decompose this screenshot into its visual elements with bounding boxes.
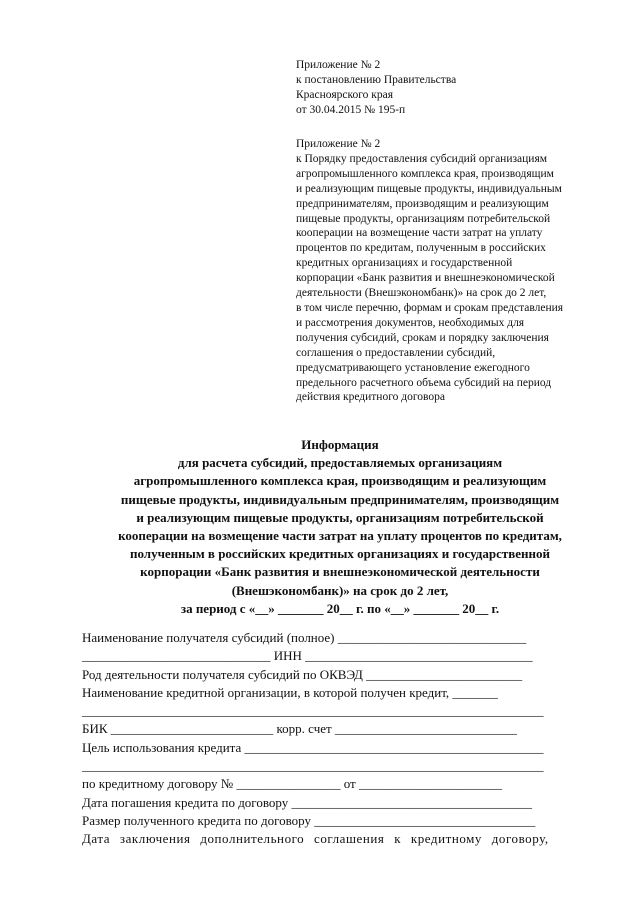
title-heading: Информация: [301, 437, 379, 452]
appendix-line: и рассмотрения документов, необходимых для: [296, 316, 525, 329]
appendix-line: агропромышленного комплекса края, производящим: [296, 167, 554, 180]
appendix-line: кредитных организациях и государственной: [296, 257, 513, 270]
title-line: корпорации «Банк развития и внешнеэкономической деятельности: [140, 564, 540, 580]
appendix-line: Приложение № 2: [296, 59, 381, 71]
activity-okved-field[interactable]: Род деятельности получателя субсидий по ОКВЭД ________________________: [82, 666, 523, 682]
appendix-line: от 30.04.2015 № 195-п: [296, 103, 406, 116]
title-period-line: за период с «__» _______ 20__ г. по «__» _______ 20__ г.: [180, 600, 500, 616]
appendix-line: в том числе перечню, формам и срокам представления: [296, 301, 564, 314]
credit-purpose-field[interactable]: Цель использования кредита ______________________________________________: [82, 739, 544, 755]
addendum-date-field[interactable]: Дата заключения дополнительного соглашения к кредитному договору,: [82, 831, 549, 847]
appendix-subsidy-procedure: [296, 137, 616, 405]
appendix-line: действия кредитного договора: [296, 391, 446, 404]
info-form: [82, 629, 612, 849]
appendix-line: Приложение № 2: [296, 138, 381, 150]
appendix-line: к Порядку предоставления субсидий организациям: [296, 152, 548, 165]
appendix-line: Красноярского края: [296, 88, 393, 101]
appendix-line: предусматривающего установление ежегодного: [296, 361, 530, 374]
title-line: полученным в российских кредитных организациях и государственной: [129, 546, 551, 562]
appendix-line: предельного расчетного объема субсидий на период: [296, 376, 552, 389]
appendix-line: и реализующим пищевые продукты, индивидуальным: [296, 182, 562, 195]
title-line: агропромышленного комплекса края, производящим и реализующим: [133, 473, 547, 489]
title-line: (Внешэкономбанк)» на срок до 2 лет,: [231, 582, 449, 598]
appendix-line: корпорации «Банк развития и внешнеэкономической: [296, 272, 555, 285]
appendix-line: пищевые продукты, организациям потребительской: [296, 212, 551, 225]
blank-line[interactable]: _______________________________________________________________________: [82, 758, 544, 774]
appendix-line: получения субсидий, срокам и порядку заключения: [296, 331, 549, 344]
appendix-line: к постановлению Правительства: [296, 73, 457, 86]
recipient-name-field[interactable]: Наименование получателя субсидий (полное) _____________________________: [82, 630, 527, 645]
title-line: кооперации на возмещение части затрат на уплату процентов по кредитам,: [118, 528, 562, 544]
appendix-line: предпринимателям, производящим и реализующим: [296, 197, 549, 210]
appendix-line: процентов по кредитам, полученным в российских: [296, 242, 546, 255]
appendix-line: деятельности (Внешэкономбанк)» на срок до 2 лет,: [296, 287, 547, 300]
bank-name-field[interactable]: Наименование кредитной организации, в которой получен кредит, _______: [82, 684, 498, 700]
appendix-line: соглашения о предоставлении субсидий,: [296, 346, 496, 359]
appendix-line: кооперации на возмещение части затрат на уплату: [296, 227, 543, 240]
repayment-date-field[interactable]: Дата погашения кредита по договору _____________________________________: [82, 794, 532, 810]
document-title: [40, 436, 640, 618]
appendix-government-resolution: [296, 58, 616, 118]
title-line: пищевые продукты, индивидуальным предпринимателям, производящим: [120, 491, 560, 507]
inn-field[interactable]: _____________________________ ИНН ___________________________________: [82, 648, 533, 664]
bik-corr-account-field[interactable]: БИК _________________________ корр. счет ____________________________: [82, 721, 517, 737]
title-line: и реализующим пищевые продукты, организациям потребительской: [136, 509, 544, 525]
credit-contract-field[interactable]: по кредитному договору № ________________ от ______________________: [82, 776, 502, 792]
blank-line[interactable]: _______________________________________________________________________: [82, 703, 544, 719]
title-line: для расчета субсидий, предоставляемых организациям: [177, 455, 503, 471]
credit-size-field[interactable]: Размер полученного кредита по договору __________________________________: [82, 812, 536, 828]
